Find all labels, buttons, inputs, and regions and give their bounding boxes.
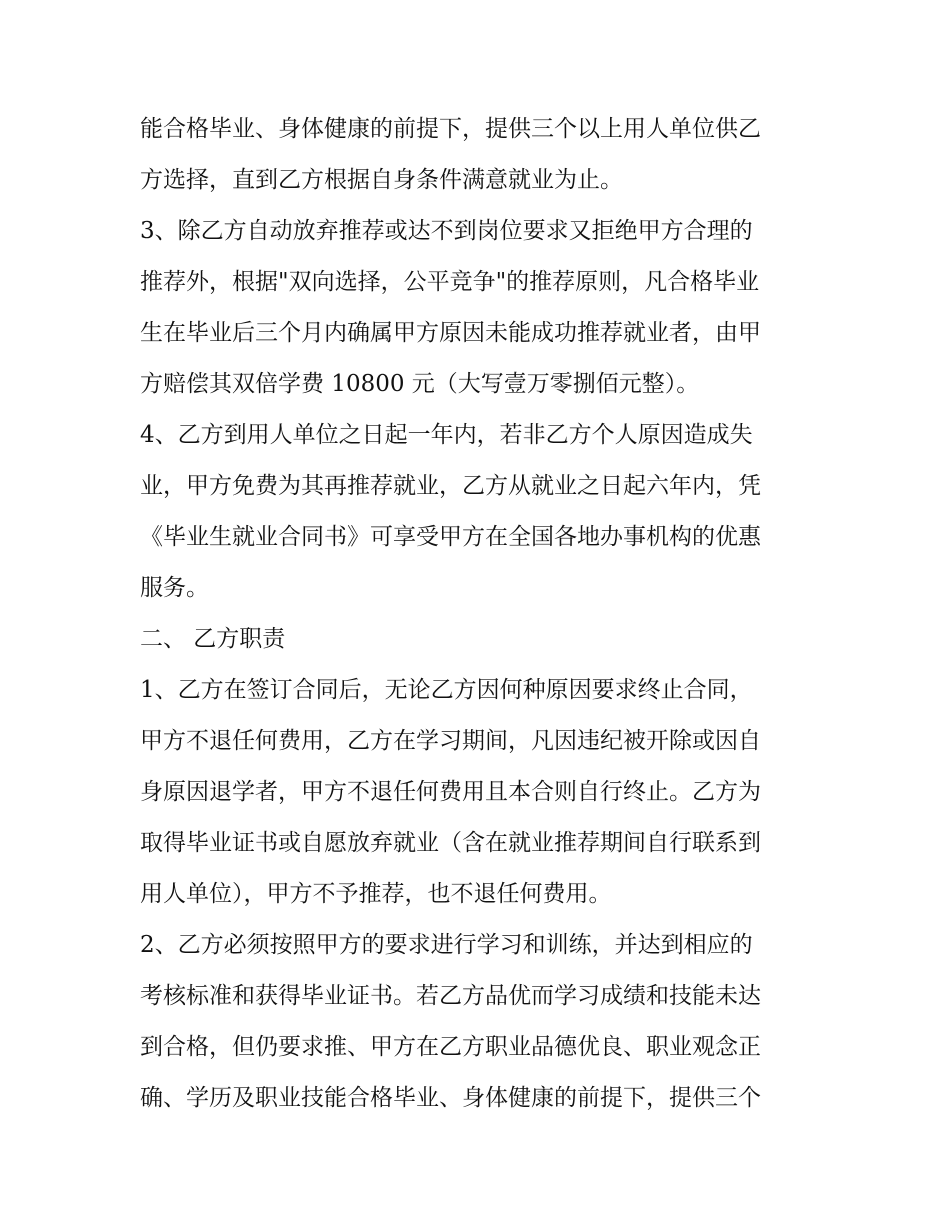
text-line-5: 生在毕业后三个月内确属甲方原因未能成功推荐就业者，由甲 [140,320,761,346]
text-line-10: 服务。 [140,575,209,601]
text-line-17: 2、乙方必须按照甲方的要求进行学习和训练，并达到相应的 [140,932,753,958]
text-line-14: 身原因退学者，甲方不退任何费用且本合则自行终止。乙方为 [140,779,761,805]
text-line-20: 确、学历及职业技能合格毕业、身体健康的前提下，提供三个 [140,1085,761,1111]
text-line-12: 1、乙方在签订合同后，无论乙方因何种原因要求终止合同， [140,677,753,703]
text-line-3: 3、除乙方自动放弃推荐或达不到岗位要求又拒绝甲方合理的 [140,218,753,244]
text-line-6: 方赔偿其双倍学费 10800 元（大写壹万零捌佰元整）。 [140,371,700,397]
text-line-4: 推荐外，根据"双向选择，公平竞争"的推荐原则，凡合格毕业 [140,269,760,295]
text-line-15: 取得毕业证书或自愿放弃就业（含在就业推荐期间自行联系到 [140,830,761,856]
text-line-13: 甲方不退任何费用，乙方在学习期间，凡因违纪被开除或因自 [140,728,761,754]
text-line-8: 业，甲方免费为其再推荐就业，乙方从就业之日起六年内，凭 [140,473,761,499]
text-line-16: 用人单位），甲方不予推荐，也不退任何费用。 [140,881,612,907]
section-heading-party-b-duties: 二、 乙方职责 [140,626,286,652]
text-line-18: 考核标准和获得毕业证书。若乙方品优而学习成绩和技能未达 [140,983,761,1009]
text-line-2: 方选择，直到乙方根据自身条件满意就业为止。 [140,167,623,193]
text-line-19: 到合格，但仍要求推、甲方在乙方职业品德优良、职业观念正 [140,1034,761,1060]
text-line-1: 能合格毕业、身体健康的前提下，提供三个以上用人单位供乙 [140,116,761,142]
text-line-7: 4、乙方到用人单位之日起一年内，若非乙方个人原因造成失 [140,422,753,448]
document-body [140,104,820,1124]
text-line-9: 《毕业生就业合同书》可享受甲方在全国各地办事机构的优惠 [140,524,761,550]
